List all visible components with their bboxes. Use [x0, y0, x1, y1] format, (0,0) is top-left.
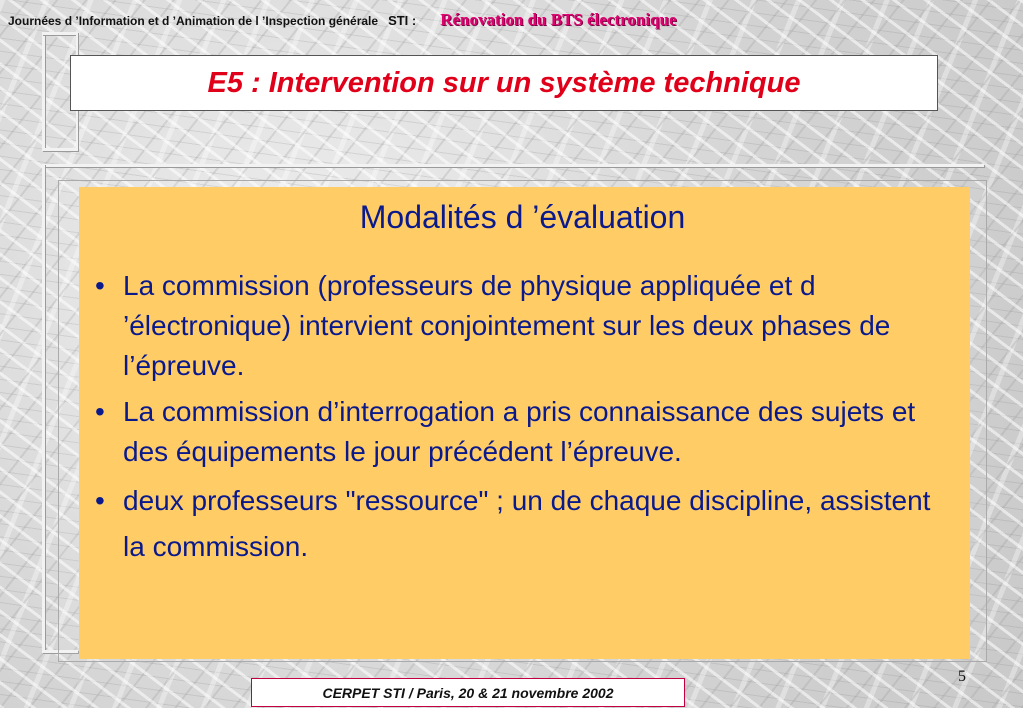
header-event-title: Journées d ’Information et d ’Animation de l ’Inspection générale — [8, 14, 379, 28]
header-program-title: Rénovation du BTS électronique — [440, 10, 677, 29]
bullet-list — [89, 266, 956, 570]
bullet-icon: • — [95, 396, 105, 427]
bullet-item — [89, 266, 956, 386]
slide-title: E5 : Intervention sur un système technique — [207, 66, 801, 99]
bullet-icon: • — [95, 270, 105, 301]
frame-line-left-top — [42, 32, 45, 150]
bullet-text: La commission d’interrogation a pris connaissance des sujets et des équipements le jour précédent l’épreuve. — [123, 396, 916, 467]
bullet-item — [89, 478, 956, 570]
footer-box — [251, 678, 685, 707]
frame-line-top-left — [42, 32, 76, 35]
bullet-text: deux professeurs "ressource" ; un de chaque discipline, assistent la commission. — [123, 485, 931, 562]
content-heading: Modalités d ’évaluation — [359, 199, 686, 235]
content-box — [79, 187, 970, 659]
slide-title-box — [70, 55, 938, 111]
bullet-item — [89, 392, 956, 472]
frame-line-panel-left — [42, 164, 45, 652]
header-sti-label: STI : — [388, 13, 417, 28]
frame-line-panel-top — [42, 164, 984, 167]
bullet-icon: • — [95, 485, 105, 516]
footer-text: CERPET STI / Paris, 20 & 21 novembre 2002 — [322, 684, 614, 701]
bullet-text: La commission (professeurs de physique appliquée et d ’électronique) intervient conjointement sur les deux phases de l’épreuve. — [123, 270, 891, 381]
slide-header — [8, 10, 1018, 32]
page-number: 5 — [958, 668, 966, 685]
frame-line-bottom-left — [42, 148, 78, 151]
